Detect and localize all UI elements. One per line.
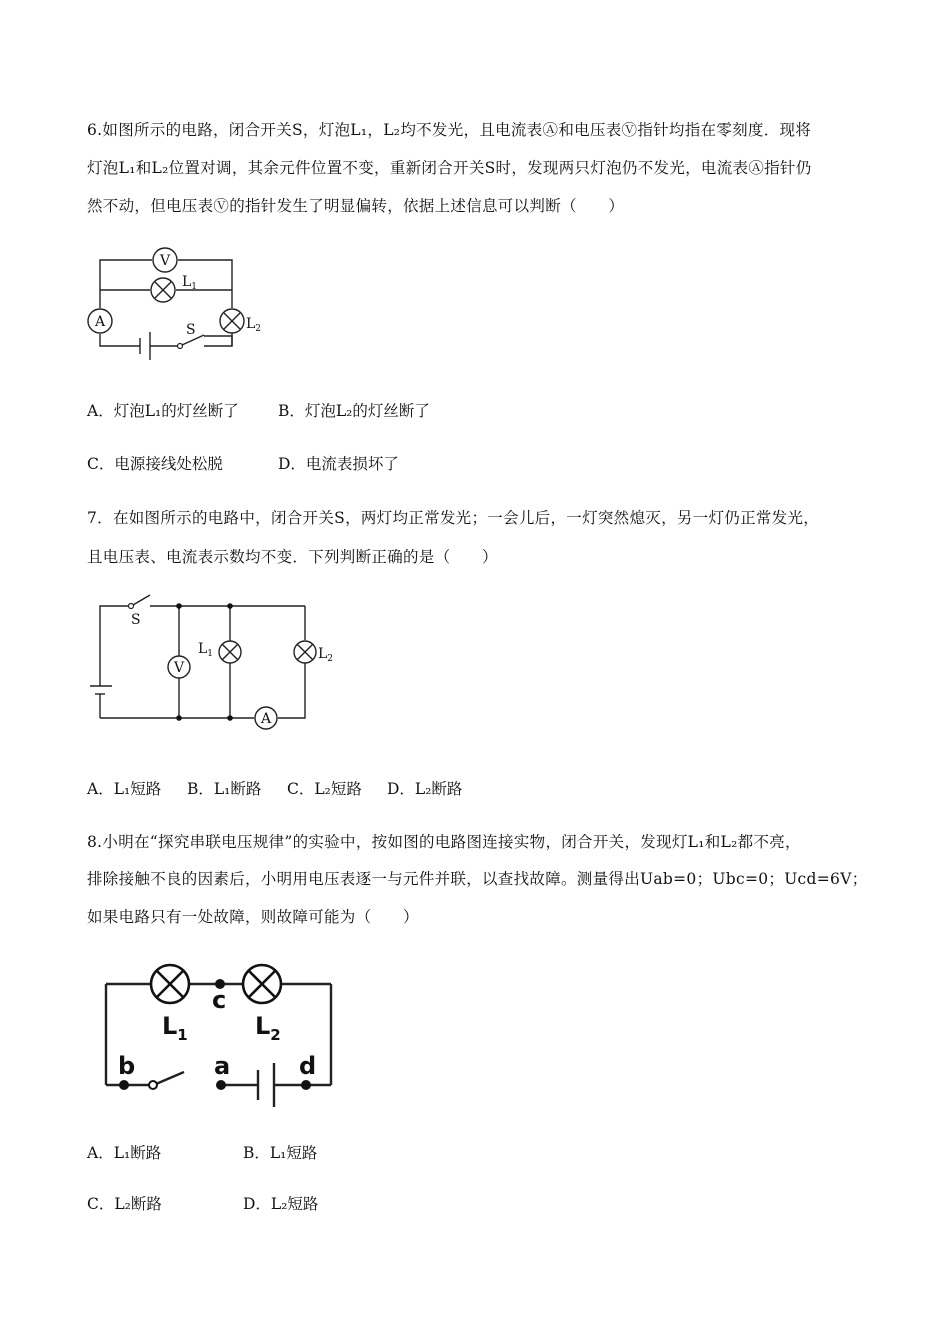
- q7-switch-label: S: [131, 612, 141, 628]
- q6-option-d[interactable]: D．电流表损坏了: [278, 455, 399, 473]
- q8-lamp1-label: $L_1$: [162, 1012, 188, 1044]
- q7-text-line-2: 且电压表、电流表示数均不变．下列判断正确的是（ ）: [87, 548, 498, 566]
- lamp-l2-icon: [294, 641, 316, 663]
- q8-circuit-diagram: [96, 960, 346, 1110]
- q6-lamp2-label: $L_2$: [246, 316, 262, 334]
- q8-text-line-1: 8.小明在“探究串联电压规律”的实验中，按如图的电路图连接实物，闭合开关，发现灯L₁和L₂都不亮，: [87, 833, 801, 851]
- q7-option-d[interactable]: D．L₂断路: [387, 780, 463, 798]
- q6-option-a[interactable]: A．灯泡L₁的灯丝断了: [87, 402, 239, 420]
- q6-ammeter-label: A: [95, 314, 106, 330]
- q7-option-a[interactable]: A．L₁短路: [87, 780, 162, 798]
- q7-voltmeter-label: V: [174, 660, 185, 676]
- q8-option-a[interactable]: A．L₁断路: [87, 1144, 162, 1162]
- q6-switch-label: S: [186, 322, 196, 338]
- q6-voltmeter-label: V: [160, 253, 171, 269]
- q6-option-b[interactable]: B．灯泡L₂的灯丝断了: [278, 402, 430, 420]
- lamp-l1-icon: [219, 641, 241, 663]
- q7-circuit-diagram: [88, 590, 348, 740]
- lamp-l2-icon: [243, 965, 281, 1003]
- q6-text-line-3: 然不动，但电压表Ⓥ的指针发生了明显偏转，依据上述信息可以判断（ ）: [87, 197, 625, 215]
- q8-text-line-2: 排除接触不良的因素后，小明用电压表逐一与元件并联，以查找故障。测量得出Uab=0；Ubc=0；Ucd=6V；: [87, 870, 868, 888]
- q8-option-b[interactable]: B．L₁短路: [243, 1144, 318, 1162]
- q8-option-d[interactable]: D．L₂短路: [243, 1195, 319, 1213]
- q7-lamp1-label: $L_1$: [198, 641, 214, 659]
- lamp-l1-icon: [151, 965, 189, 1003]
- q8-node-b-label: b: [118, 1052, 136, 1080]
- q6-option-c[interactable]: C．电源接线处松脱: [87, 455, 223, 473]
- q8-lamp2-label: $L_2$: [255, 1012, 281, 1044]
- q7-text-line-1: 7．在如图所示的电路中，闭合开关S，两灯均正常发光；一会儿后，一灯突然熄灭，另一灯仍正常发光，: [87, 509, 820, 527]
- q8-node-c-label: c: [212, 986, 227, 1014]
- q6-text-line-2: 灯泡L₁和L₂位置对调，其余元件位置不变，重新闭合开关S时，发现两只灯泡仍不发光，电流表Ⓐ指针仍: [87, 159, 812, 177]
- q7-ammeter-label: A: [261, 711, 272, 727]
- q7-lamp2-label: $L_2$: [318, 646, 334, 664]
- q7-option-b[interactable]: B．L₁断路: [187, 780, 262, 798]
- q8-node-a-label: a: [214, 1052, 231, 1080]
- lamp-l2-icon: [220, 309, 244, 333]
- q8-node-d-label: d: [299, 1052, 317, 1080]
- q6-text-line-1: 6.如图所示的电路，闭合开关S，灯泡L₁，L₂均不发光，且电流表Ⓐ和电压表Ⓥ指针均指在零刻度．现将: [87, 121, 812, 139]
- q8-option-c[interactable]: C．L₂断路: [87, 1195, 162, 1213]
- q6-circuit-diagram: [80, 240, 280, 370]
- q7-option-c[interactable]: C．L₂短路: [287, 780, 362, 798]
- q8-text-line-3: 如果电路只有一处故障，则故障可能为（ ）: [87, 908, 419, 926]
- lamp-l1-icon: [151, 278, 175, 302]
- q6-lamp1-label: $L_1$: [182, 274, 198, 292]
